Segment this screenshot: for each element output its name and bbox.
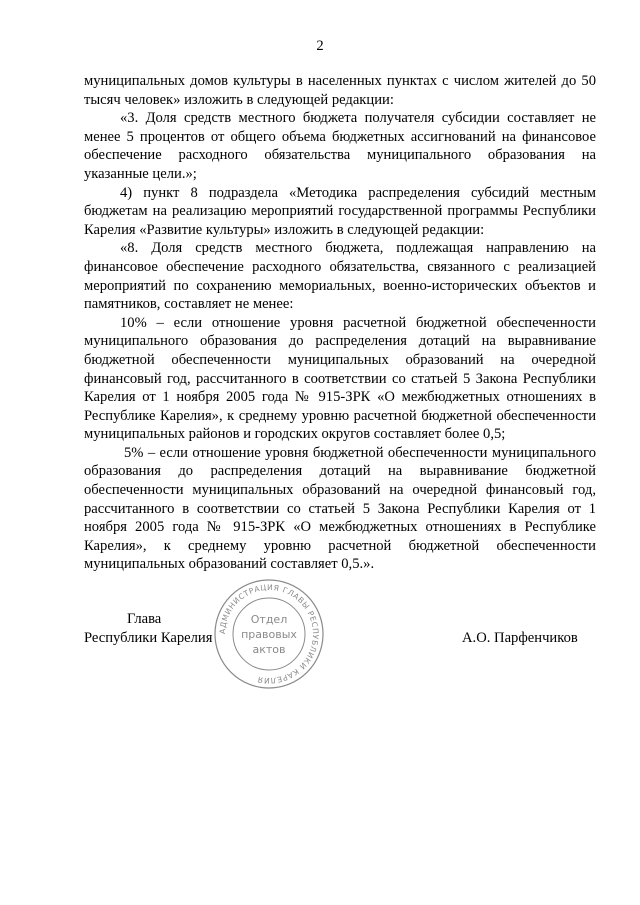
- stamp-center-line3: актов: [252, 643, 286, 656]
- stamp-center-line2: правовых: [241, 628, 297, 641]
- signatory-title-line1: Глава: [127, 611, 162, 627]
- stamp-center-line1: Отдел: [250, 613, 288, 626]
- paragraph-item-4: 4) пункт 8 подраздела «Методика распределения субсидий местным бюджетам на реализацию мероприятий государственной программы Республики Карелия «Развитие культуры» изложить в следующей редакции:: [84, 184, 596, 238]
- signatory-title-line2: Республики Карелия: [84, 630, 213, 646]
- official-stamp: [213, 578, 325, 690]
- document-body: [84, 72, 596, 574]
- paragraph-clause-8: «8. Доля средств местного бюджета, подлежащая направлению на финансовое обеспечение расходного обязательства, связанного с реализацией мероприятий по сохранению мемориальных, военно-исторических объектов и памятников, составляет не менее:: [84, 240, 596, 313]
- signatory-name: А.О. Парфенчиков: [462, 630, 578, 646]
- stamp-ring-text: АДМИНИСТРАЦИЯ ГЛАВЫ РЕСПУБЛИКИ КАРЕЛИЯ: [217, 582, 321, 686]
- page-number: 2: [316, 38, 324, 54]
- paragraph-5-percent: 5% – если отношение уровня бюджетной обеспеченности муниципального образования до распределения дотаций на выравнивание бюджетной обеспеченности муниципальных образований на очередной финансовый год, рассчитанного в соответствии со статьей 5 Закона Республики Карелия от 1 ноября 2005 года № 915-ЗРК «О межбюджетных отношениях в Республике Карелия», к среднему уровню расчетной бюджетной обеспеченности муниципальных образований составляет 0,5.».: [84, 444, 596, 573]
- paragraph-continuation: муниципальных домов культуры в населенных пунктах с числом жителей до 50 тысяч человек» изложить в следующей редакции:: [84, 73, 596, 108]
- paragraph-clause-3: «3. Доля средств местного бюджета получателя субсидии составляет не менее 5 процентов от общего объема бюджетных ассигнований на финансовое обеспечение расходного обязательства муниципального образования на указанные цели.»;: [84, 110, 596, 182]
- paragraph-10-percent: 10% – если отношение уровня расчетной бюджетной обеспеченности муниципального образования до распределения дотаций на выравнивание бюджетной обеспеченности муниципальных образований на очередной финансовый год, рассчитанного в соответствии со статьей 5 Закона Республики Карелия от 1 ноября 2005 года № 915-ЗРК «О межбюджетных отношениях в Республике Карелия», к среднему уровню расчетной бюджетной обеспеченности муниципальных районов и городских округов составляет более 0,5;: [84, 314, 596, 443]
